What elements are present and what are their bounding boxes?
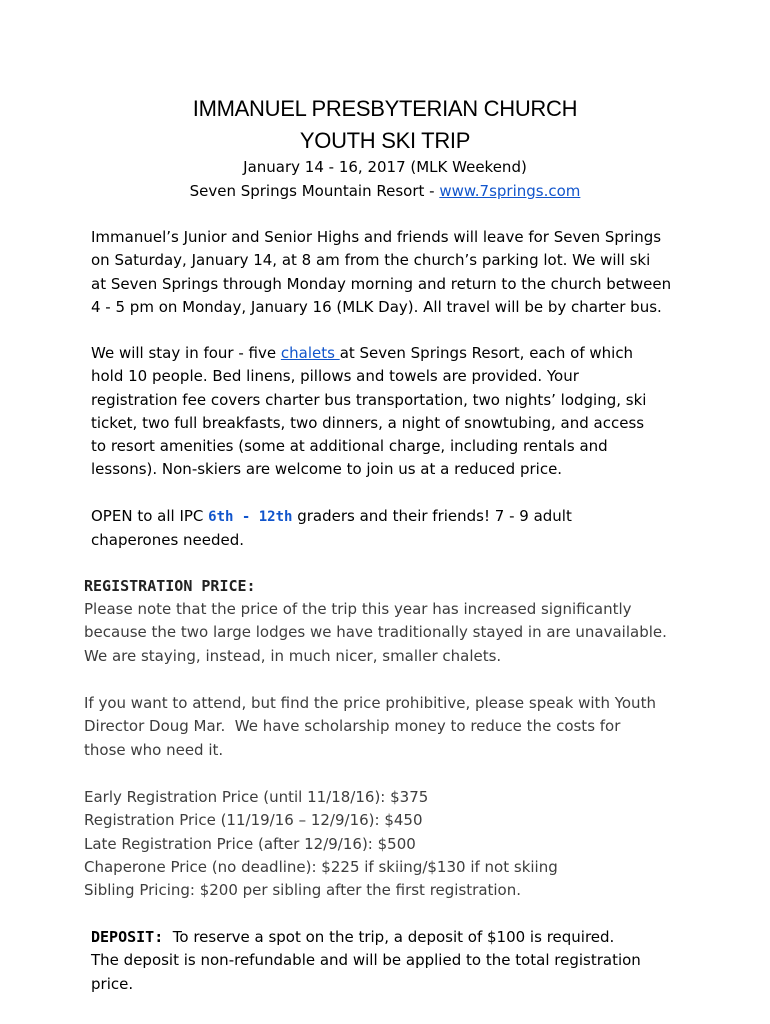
trip-title: YOUTH SKI TRIP [299,128,471,153]
trip-location [0,180,770,202]
lodging-text: at Seven Springs Resort, each of which [339,344,634,362]
intro-line: at Seven Springs through Monday morning and return to the church between [91,274,672,293]
lodging-line [91,342,646,365]
open-text: graders and their friends! 7 - 9 adult [292,507,572,525]
lodging-line: hold 10 people. Bed linens, pillows and towels are provided. Your [91,367,579,386]
deposit-line: price. [91,974,134,993]
note-line: Please note that the price of the trip this year has increased significantly [84,600,632,618]
lodging-line: lessons). Non-skiers are welcome to join us at a reduced price. [91,460,563,479]
price-item: Registration Price (11/19/16 – 12/9/16): $450 [84,811,423,830]
deposit-text: To reserve a spot on the trip, a deposit of $100 is required. [163,928,615,946]
grades-highlight: 6th - 12th [208,509,293,525]
price-item: Sibling Pricing: $200 per sibling after the first registration. [84,881,522,900]
intro-line: 4 - 5 pm on Monday, January 16 (MLK Day). All travel will be by charter bus. [91,297,662,316]
deposit-line: The deposit is non-refundable and will be applied to the total registration [91,951,641,970]
note-line: because the two large lodges we have traditionally stayed in are unavailable. [84,623,667,642]
trip-dates: January 14 - 16, 2017 (MLK Weekend) [243,158,527,176]
deposit-line [91,926,641,949]
lodging-line: registration fee covers charter bus transportation, two nights’ lodging, ski [91,390,647,409]
price-item: Chaperone Price (no deadline): $225 if skiing/$130 if not skiing [84,857,558,876]
price-item: Late Registration Price (after 12/9/16): $500 [84,834,416,853]
open-line [91,505,572,529]
intro-line: Immanuel’s Junior and Senior Highs and friends will leave for Seven Springs [91,228,662,246]
chalets-link[interactable]: chalets [280,344,340,362]
church-title: IMMANUEL PRESBYTERIAN CHURCH [192,96,578,121]
intro-line: on Saturday, January 14, at 8 am from the church’s parking lot. We will ski [91,251,651,270]
help-line: those who need it. [84,740,224,759]
lodging-text: We will stay in four - five [91,344,281,362]
open-paragraph [91,505,572,553]
price-note-paragraph [84,598,667,668]
scholarship-paragraph [84,692,656,762]
price-list [84,786,558,902]
help-line: If you want to attend, but find the price prohibitive, please speak with Youth [84,694,656,712]
lodging-line: to resort amenities (some at additional charge, including rentals and [91,437,608,456]
open-text: OPEN to all IPC [91,507,209,525]
open-line: chaperones needed. [91,531,245,550]
deposit-paragraph [91,926,641,996]
location-text: Seven Springs Mountain Resort - [189,182,440,200]
lodging-paragraph [91,342,646,482]
help-line: Director Doug Mar. We have scholarship money to reduce the costs for [84,717,621,736]
note-line: We are staying, instead, in much nicer, smaller chalets. [84,646,502,665]
lodging-line: ticket, two full breakfasts, two dinners, a night of snowtubing, and access [91,413,645,432]
intro-paragraph [91,226,671,319]
resort-website-link[interactable]: www.7springs.com [439,182,581,200]
registration-heading: REGISTRATION PRICE: [84,577,256,595]
deposit-label: DEPOSIT: [91,928,164,946]
price-item: Early Registration Price (until 11/18/16): $375 [84,788,429,806]
